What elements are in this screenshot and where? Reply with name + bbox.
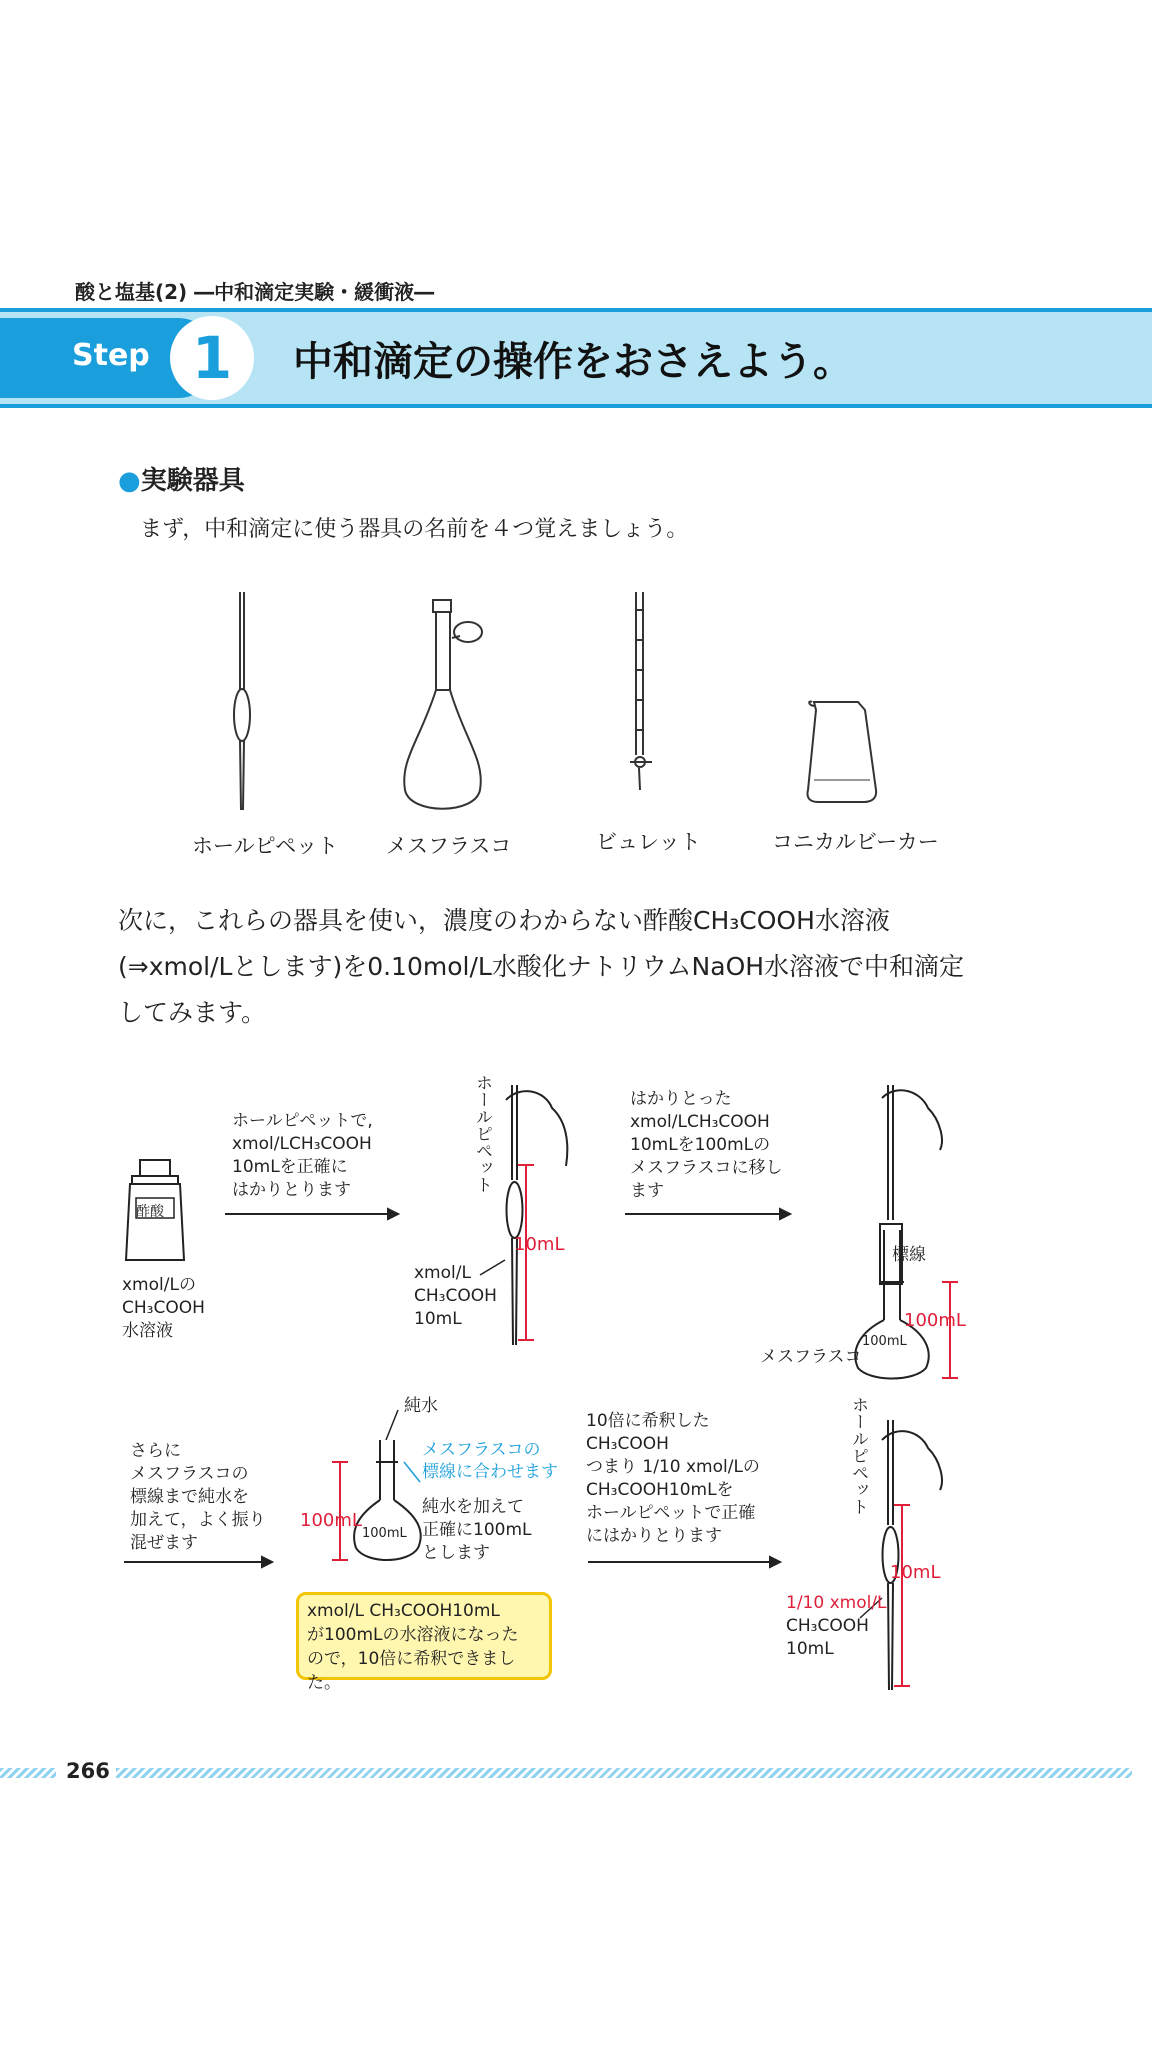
bullet-dot-icon: ●	[118, 466, 141, 496]
pipette2-caption-line: CH₃COOH	[786, 1616, 869, 1636]
page-number: 266	[66, 1759, 110, 1783]
bottle-caption-line: 水溶液	[122, 1321, 173, 1341]
pipette-caption-line: xmol/L	[414, 1263, 471, 1283]
step3-text-line: メスフラスコの	[130, 1464, 249, 1484]
step3-text-line: 標線まで純水を	[130, 1487, 249, 1507]
note-box-line: ので，10倍に希釈できました。	[307, 1649, 516, 1693]
step2-text-line: 10mLを100mLの	[630, 1135, 771, 1155]
pipette-caption-line: 10mL	[414, 1309, 462, 1329]
step2-text-line: xmol/LCH₃COOH	[630, 1112, 770, 1132]
bottle-caption-line: xmol/Lの	[122, 1275, 196, 1295]
step1-text-line: 10mLを正確に	[232, 1157, 348, 1177]
add-water-text-line: とします	[422, 1543, 490, 1563]
step4-text-line: にはかりとります	[586, 1526, 722, 1546]
flask-volume: 100mL	[904, 1310, 966, 1331]
step4-text-line: CH₃COOH	[586, 1434, 669, 1454]
step2-text-line: はかりとった	[630, 1089, 732, 1109]
step2-text-line: ます	[630, 1181, 664, 1201]
paragraph-line-1: 次に，これらの器具を使い，濃度のわからない酢酸CH₃COOH水溶液	[118, 906, 890, 935]
page-title: 中和滴定の操作をおさえよう。	[293, 339, 853, 385]
label-burette: ビュレット	[596, 830, 701, 854]
chapter-title: 酸と塩基(2) ―中和滴定実験・緩衝液―	[75, 280, 435, 304]
step1-text-line: はかりとります	[232, 1180, 351, 1200]
step4-text-line: 10倍に希釈した	[586, 1411, 710, 1431]
step1-text-line: ホールピペットで,	[232, 1111, 373, 1131]
blue-note-line: 標線に合わせます	[422, 1462, 558, 1482]
step3-text-line: さらに	[130, 1441, 181, 1461]
bottle-label: 酢酸	[136, 1204, 164, 1220]
paragraph-line-3: してみます。	[118, 998, 267, 1027]
section-intro: まず，中和滴定に使う器具の名前を４つ覚えましょう。	[140, 517, 689, 542]
flask-inner-label: 100mL	[862, 1334, 907, 1349]
note-box	[296, 1592, 552, 1693]
paragraph-line-2: (⇒xmol/Lとします)を0.10mol/L水酸化ナトリウムNaOH水溶液で中和滴定	[118, 952, 965, 981]
pipette-vertical-label: ホールピペット	[472, 1074, 492, 1193]
pipette2-caption-line: 10mL	[786, 1639, 834, 1659]
footer-stripe-right	[116, 1768, 1132, 1778]
note-box-line: xmol/L CH₃COOH10mL	[307, 1601, 500, 1621]
step4-text-line: つまり 1/10 xmol/Lの	[586, 1457, 760, 1477]
note-box-line: が100mLの水溶液になった	[307, 1625, 519, 1645]
step4-text-line: ホールピペットで正確	[586, 1503, 756, 1523]
section-title: 実験器具	[140, 466, 245, 496]
footer-stripe-left	[0, 1768, 56, 1778]
flask2-volume: 100mL	[300, 1510, 362, 1531]
blue-note-line: メスフラスコの	[422, 1440, 541, 1460]
bottle-caption-line: CH₃COOH	[122, 1298, 205, 1318]
label-volumetric-flask: メスフラスコ	[386, 834, 512, 858]
mark-line-label: 標線	[892, 1245, 926, 1265]
flask-name: メスフラスコ	[760, 1347, 862, 1367]
label-conical-beaker: コニカルビーカー	[772, 830, 939, 854]
step3-text-line: 混ぜます	[130, 1533, 198, 1553]
pipette2-vertical-label: ホールピペット	[848, 1396, 868, 1515]
pipette-caption-line: CH₃COOH	[414, 1286, 497, 1306]
flask2-inner-label: 100mL	[362, 1526, 407, 1541]
pure-water-label: 純水	[404, 1396, 438, 1416]
label-whole-pipette: ホールピペット	[192, 834, 339, 858]
pipette2-volume: 10mL	[890, 1562, 941, 1583]
step-word: Step	[72, 338, 150, 373]
step1-text-line: xmol/LCH₃COOH	[232, 1134, 372, 1154]
step-number: 1	[170, 316, 254, 400]
add-water-text-line: 正確に100mL	[422, 1520, 532, 1540]
pipette2-caption-line: 1/10 xmol/L	[786, 1593, 887, 1613]
add-water-text-line: 純水を加えて	[422, 1497, 524, 1517]
step2-text-line: メスフラスコに移し	[630, 1158, 783, 1178]
pipette-volume: 10mL	[514, 1234, 565, 1255]
step4-text-line: CH₃COOH10mLを	[586, 1480, 734, 1500]
step3-text-line: 加えて，よく振り	[130, 1510, 266, 1530]
